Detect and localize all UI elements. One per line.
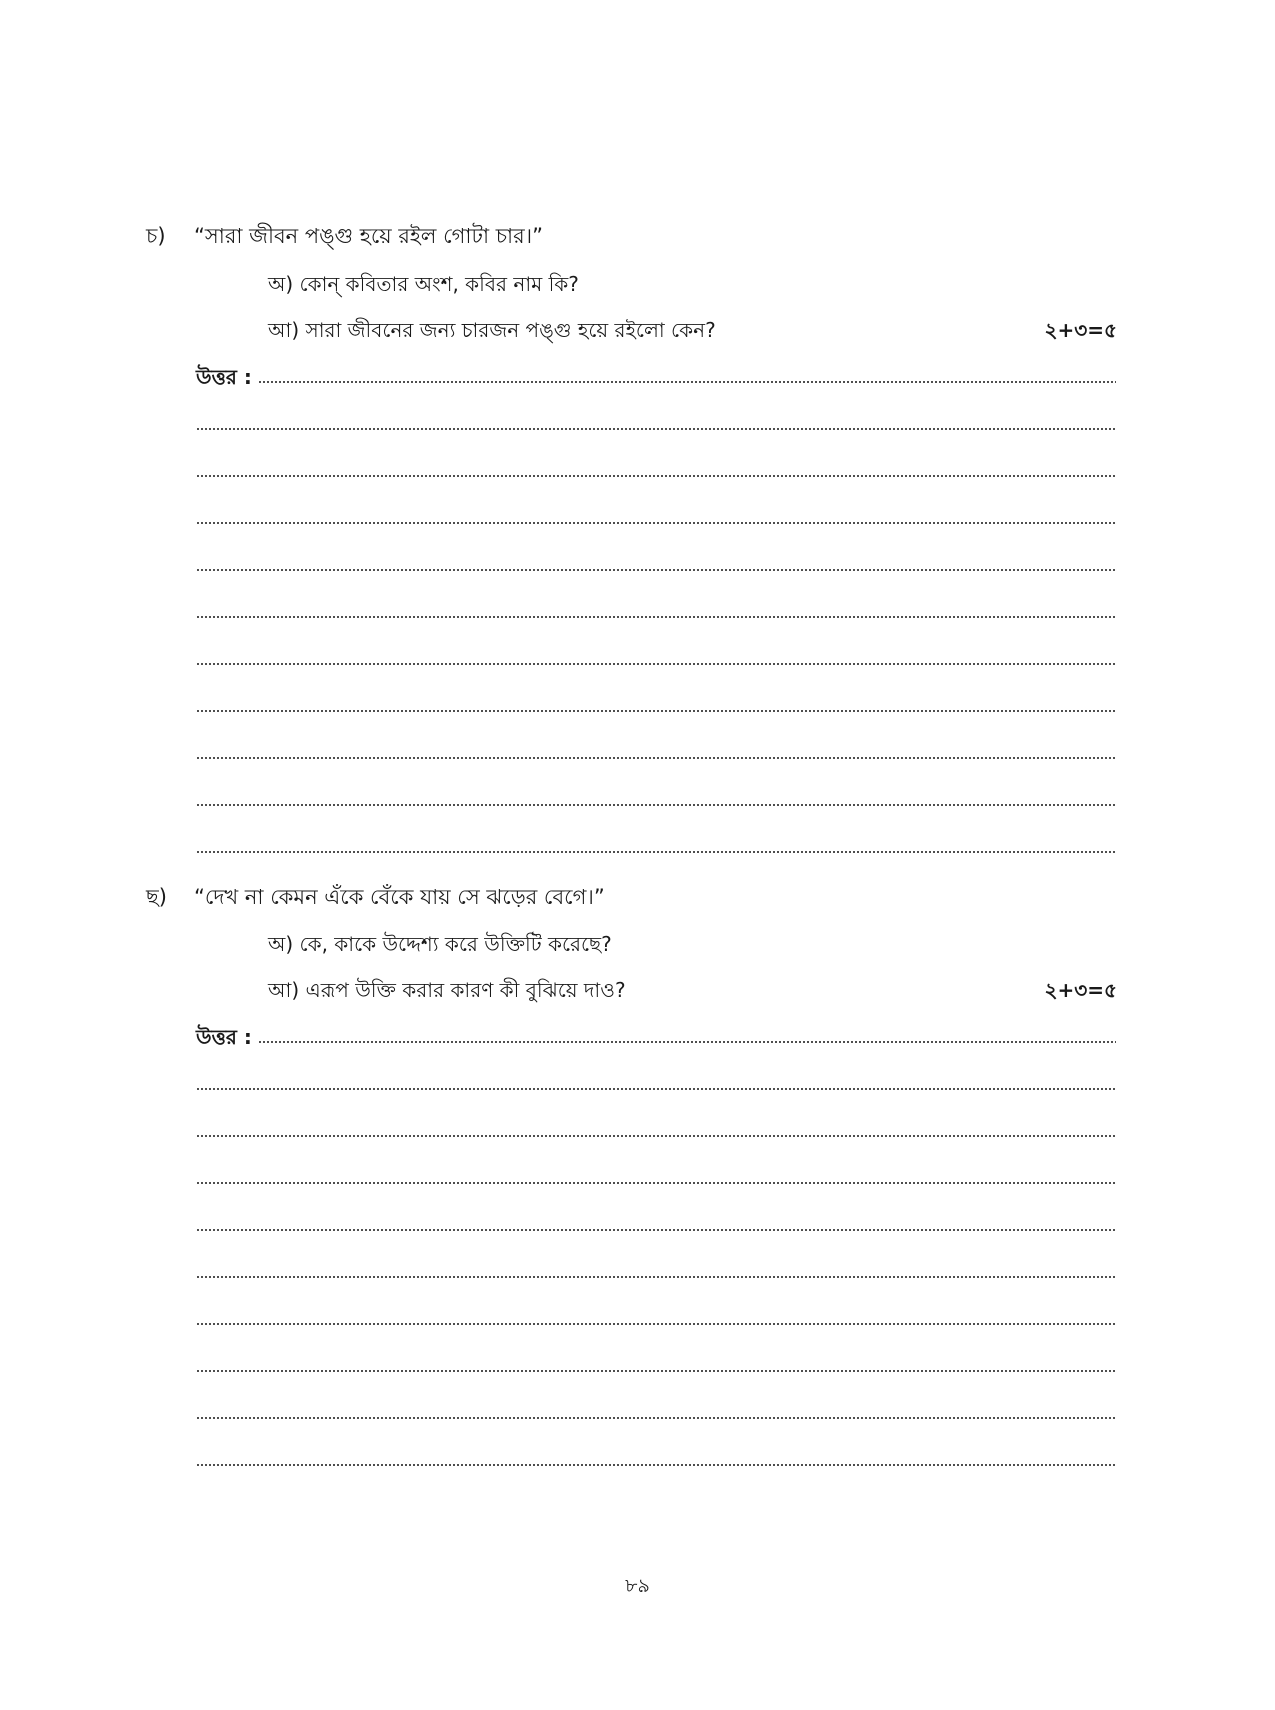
answer-line[interactable] — [196, 598, 1116, 626]
dotted-line — [196, 1322, 1116, 1326]
answer-line[interactable] — [196, 786, 1116, 814]
answer-line[interactable] — [196, 645, 1116, 673]
dotted-line — [196, 1134, 1116, 1138]
answer-line[interactable] — [196, 739, 1116, 767]
dotted-line — [196, 1275, 1116, 1279]
answer-line[interactable] — [196, 1352, 1116, 1380]
dotted-line — [196, 568, 1116, 572]
dotted-line — [196, 521, 1116, 525]
dotted-line — [258, 380, 1116, 384]
sub-question-b: আ) সারা জীবনের জন্য চারজন পঙ্গু হয়ে রইলো কেন? — [268, 318, 716, 342]
answer-line-first[interactable] — [196, 1023, 1116, 1051]
answer-line[interactable] — [196, 1117, 1116, 1145]
answer-label: উত্তর : — [196, 1025, 252, 1049]
answer-line[interactable] — [196, 1164, 1116, 1192]
sub-question-a: অ) কোন্ কবিতার অংশ, কবির নাম কি? — [268, 272, 579, 296]
dotted-line — [196, 662, 1116, 666]
dotted-line — [196, 427, 1116, 431]
answer-line[interactable] — [196, 833, 1116, 861]
dotted-line — [196, 1369, 1116, 1373]
dotted-line — [196, 615, 1116, 619]
dotted-line — [196, 1463, 1116, 1467]
answer-line[interactable] — [196, 457, 1116, 485]
dotted-line — [196, 850, 1116, 854]
dotted-line — [196, 756, 1116, 760]
answer-line[interactable] — [196, 1070, 1116, 1098]
dotted-line — [258, 1040, 1116, 1044]
answer-line[interactable] — [196, 1305, 1116, 1333]
sub-question-b: আ) এরূপ উক্তি করার কারণ কী বুঝিয়ে দাও? — [268, 978, 626, 1002]
question-quote: “দেখ না কেমন এঁকে বেঁকে যায় সে ঝড়ের বেগে।” — [194, 885, 605, 909]
answer-line[interactable] — [196, 692, 1116, 720]
marks-label: ২+৩=৫ — [1044, 318, 1117, 342]
question-label: ছ) — [146, 885, 167, 909]
marks-label: ২+৩=৫ — [1044, 978, 1117, 1002]
answer-line[interactable] — [196, 1211, 1116, 1239]
answer-line[interactable] — [196, 1399, 1116, 1427]
dotted-line — [196, 709, 1116, 713]
sub-question-a: অ) কে, কাকে উদ্দেশ্য করে উক্তিটি করেছে? — [268, 932, 612, 956]
answer-label: উত্তর : — [196, 365, 252, 389]
answer-line[interactable] — [196, 410, 1116, 438]
answer-line[interactable] — [196, 1446, 1116, 1474]
question-quote: “সারা জীবন পঙ্গু হয়ে রইল গোটা চার।” — [194, 224, 544, 248]
answer-line[interactable] — [196, 504, 1116, 532]
answer-line[interactable] — [196, 551, 1116, 579]
question-label: চ) — [146, 224, 166, 248]
page-number: ৮৯ — [625, 1575, 650, 1597]
answer-line[interactable] — [196, 1258, 1116, 1286]
dotted-line — [196, 1181, 1116, 1185]
dotted-line — [196, 1416, 1116, 1420]
dotted-line — [196, 1087, 1116, 1091]
dotted-line — [196, 474, 1116, 478]
dotted-line — [196, 1228, 1116, 1232]
answer-line-first[interactable] — [196, 363, 1116, 391]
dotted-line — [196, 803, 1116, 807]
